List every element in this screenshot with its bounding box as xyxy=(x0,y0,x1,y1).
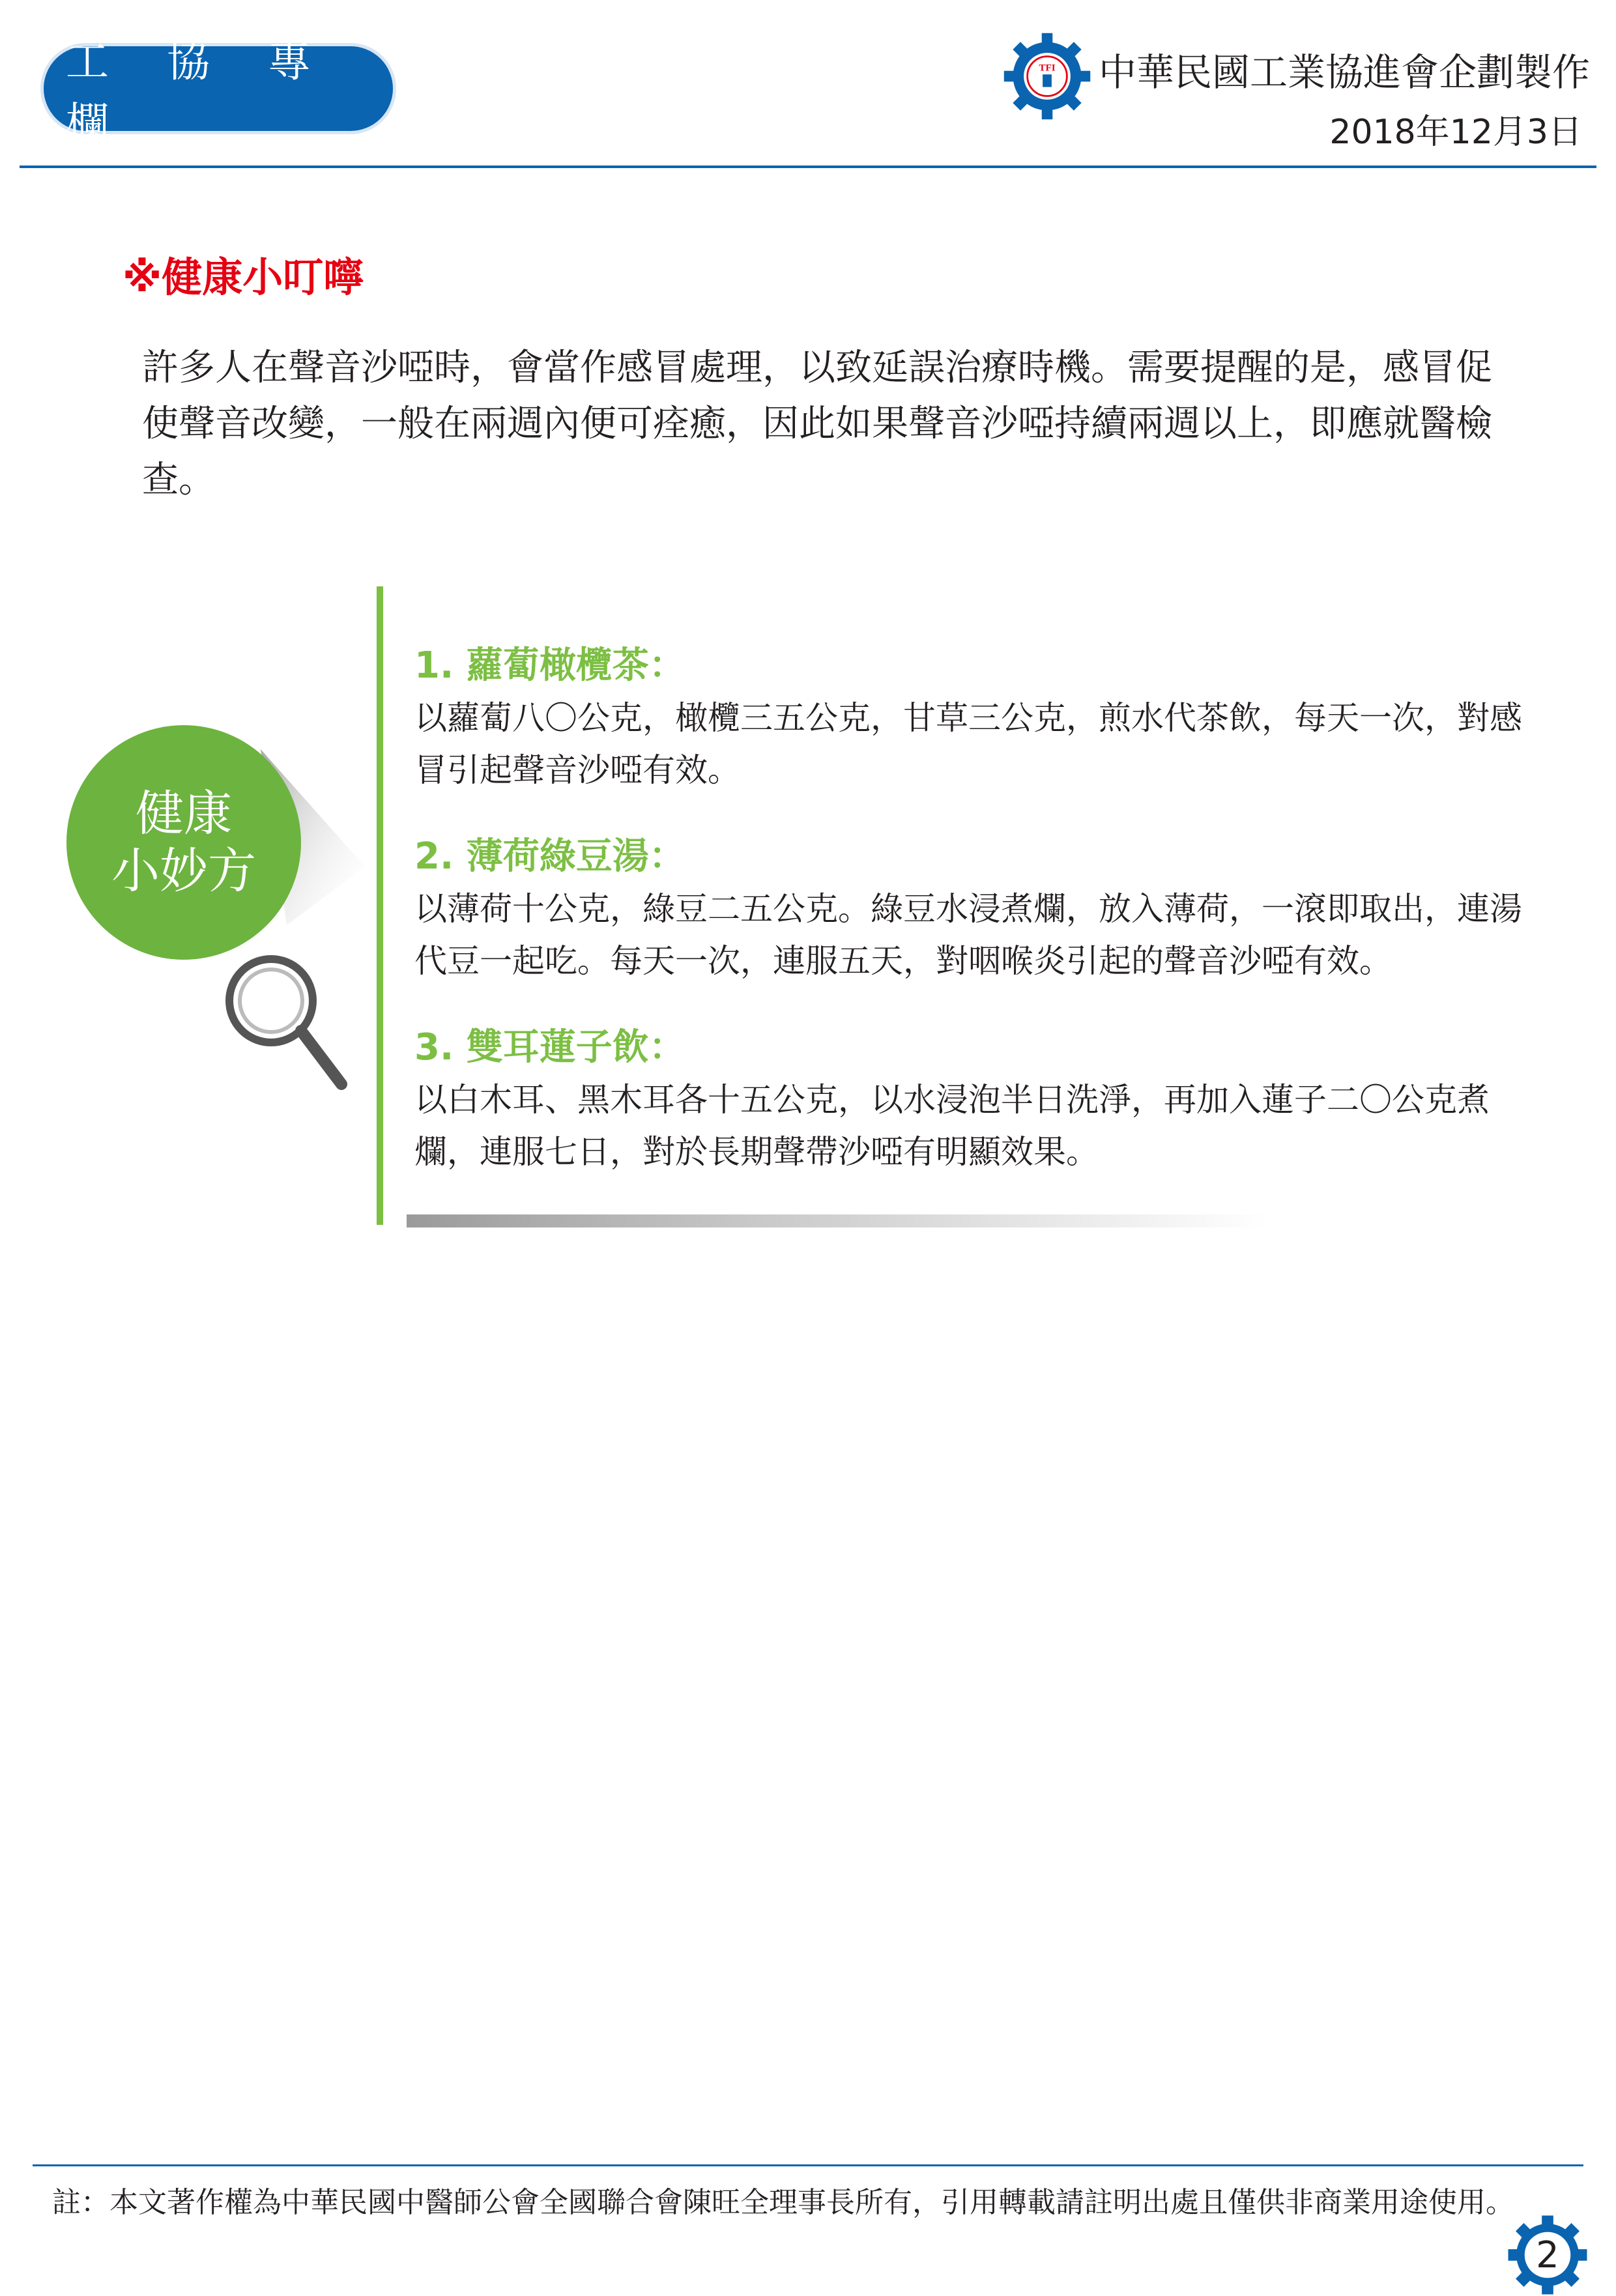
remedy-text: 以白木耳、黑木耳各十五公克，以水浸泡半日洗淨，再加入蓮子二〇公克煮爛，連服七日，對於長期聲帶沙啞有明顯效果。 xyxy=(414,1081,1490,1171)
remedy-item xyxy=(414,831,1535,987)
remedy-title: 1. 蘿蔔橄欖茶： xyxy=(414,644,685,687)
remedy-title: 3. 雙耳蓮子飲： xyxy=(414,1026,685,1069)
remedy-text: 以薄荷十公克，綠豆二五公克。綠豆水浸煮爛，放入薄荷，一滾即取出，連湯代豆一起吃。每天一次，連服五天，對咽喉炎引起的聲音沙啞有效。 xyxy=(414,890,1522,980)
copyright-note: 註：本文著作權為中華民國中醫師公會全國聯合會陳旺全理事長所有，引用轉載請註明出處且僅供非商業用途使用。 xyxy=(52,2186,1514,2219)
logo-text: TFI xyxy=(1039,62,1056,74)
remedy-item xyxy=(414,1022,1535,1178)
page-number: 2 xyxy=(1536,2233,1559,2276)
column-tag-label: 工 協 專 欄 xyxy=(66,36,333,149)
publish-date: 2018年12月3日 xyxy=(1329,113,1582,152)
remedy-title: 2. 薄荷綠豆湯： xyxy=(414,835,685,878)
magnifier-icon xyxy=(222,951,352,1095)
remedy-bottom-shade xyxy=(407,1214,1267,1227)
badge-line-1: 健康 xyxy=(136,786,232,842)
org-name: 中華民國工業協進會企劃製作 xyxy=(1099,50,1591,94)
footer-divider xyxy=(33,2164,1583,2166)
intro-paragraph: 許多人在聲音沙啞時，會當作感冒處理，以致延誤治療時機。需要提醒的是，感冒促使聲音改變，一般在兩週內便可痊癒，因此如果聲音沙啞持續兩週以上，即應就醫檢查。 xyxy=(142,347,1492,501)
badge-line-2: 小妙方 xyxy=(111,843,256,899)
remedy-text: 以蘿蔔八〇公克，橄欖三五公克，甘草三公克，煎水代茶飲，每天一次，對感冒引起聲音沙啞有效。 xyxy=(414,699,1522,789)
badge-circle xyxy=(66,725,301,960)
remedy-accent-bar xyxy=(377,586,383,1225)
section-title: ※健康小叮嚀 xyxy=(123,253,364,301)
gear-logo-icon xyxy=(1002,31,1092,121)
remedy-item xyxy=(414,640,1535,796)
